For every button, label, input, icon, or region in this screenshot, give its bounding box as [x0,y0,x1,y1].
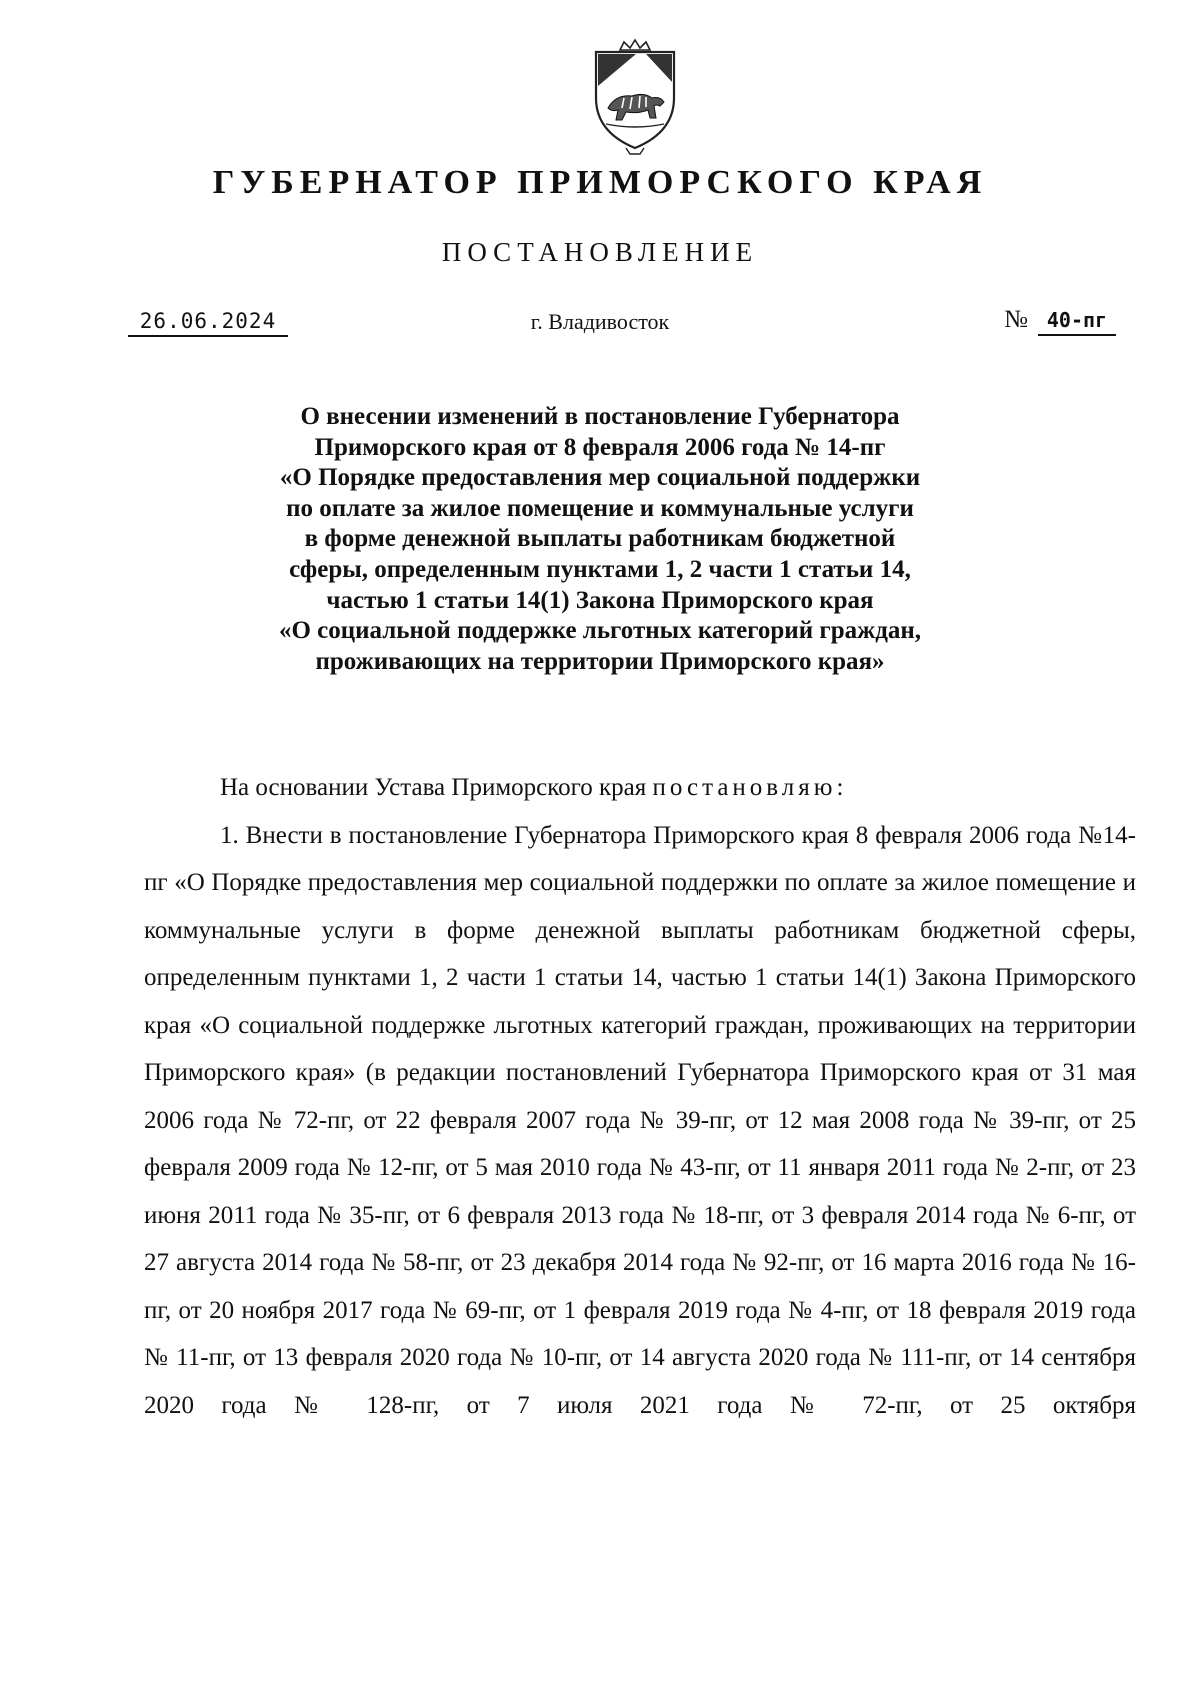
title-line: проживающих на территории Приморского края» [315,647,885,675]
resolve-word: постановляю [652,774,837,801]
document-title [180,402,1020,677]
number-sign: № [1004,306,1028,333]
document-date: 26.06.2024 [128,308,288,337]
title-line: «О Порядке предоставления мер социальной поддержки [279,464,921,492]
document-number [1004,306,1116,336]
coat-of-arms-icon [586,36,684,156]
document-body [144,764,1136,1429]
number-value: 40-пг [1038,306,1116,336]
title-line: частью 1 статьи 14(1) Закона Приморского края [326,586,874,614]
title-line: Приморского края от 8 февраля 2006 года № 14-пг [314,433,886,461]
document-type: ПОСТАНОВЛЕНИЕ [441,237,759,267]
title-line: по оплате за жилое помещение и коммунальные услуги [286,494,914,522]
title-line: сферы, определенным пунктами 1, 2 части 1 статьи 14, [289,555,911,583]
intro-paragraph [144,764,1136,812]
title-line: О внесении изменений в постановление Губернатора [300,403,900,430]
intro-colon: : [836,774,844,801]
title-line: «О социальной поддержке льготных категорий граждан, [278,617,922,645]
title-line: в форме денежной выплаты работникам бюджетной [304,525,896,553]
paragraph-1: 1. Внести в постановление Губернатора Приморского края 8 февраля 2006 года №14-пг «О Порядке предоставления мер социальной поддержки по оплате за жилое помещение и коммунальные услуги в форме денежной выплаты работникам бюджетной сферы, определенным пунктами 1, 2 части 1 статьи 14, частью 1 статьи 14(1) Закона Приморского края «О социальной поддержке льготных категорий граждан, проживающих на территории Приморского края» (в редакции постановлений Губернатора Приморского края от 31 мая 2006 года № 72-пг, от 22 февраля 2007 года № 39-пг, от 12 мая 2008 года № 39-пг, от 25 февраля 2009 года № 12-пг, от 5 мая 2010 года № 43-пг, от 11 января 2011 года № 2-пг, от 23 июня 2011 года № 35-пг, от 6 февраля 2013 года № 18-пг, от 3 февраля 2014 года № 6-пг, от 27 августа 2014 года № 58-пг, от 23 декабря 2014 года № 92-пг, от 16 марта 2016 года № 16-пг, от 20 ноября 2017 года № 69-пг, от 1 февраля 2019 года № 4-пг, от 18 февраля 2019 года № 11-пг, от 13 февраля 2020 года № 10-пг, от 14 августа 2020 года № 111-пг, от 14 сентября 2020 года № 128-пг, от 7 июля 2021 года № 72-пг, от 25 октября [144,821,1136,1419]
document-city: г. Владивосток [530,309,670,334]
intro-text: На основании Устава Приморского края [220,774,653,801]
issuing-authority: ГУБЕРНАТОР ПРИМОРСКОГО КРАЯ [212,164,988,201]
